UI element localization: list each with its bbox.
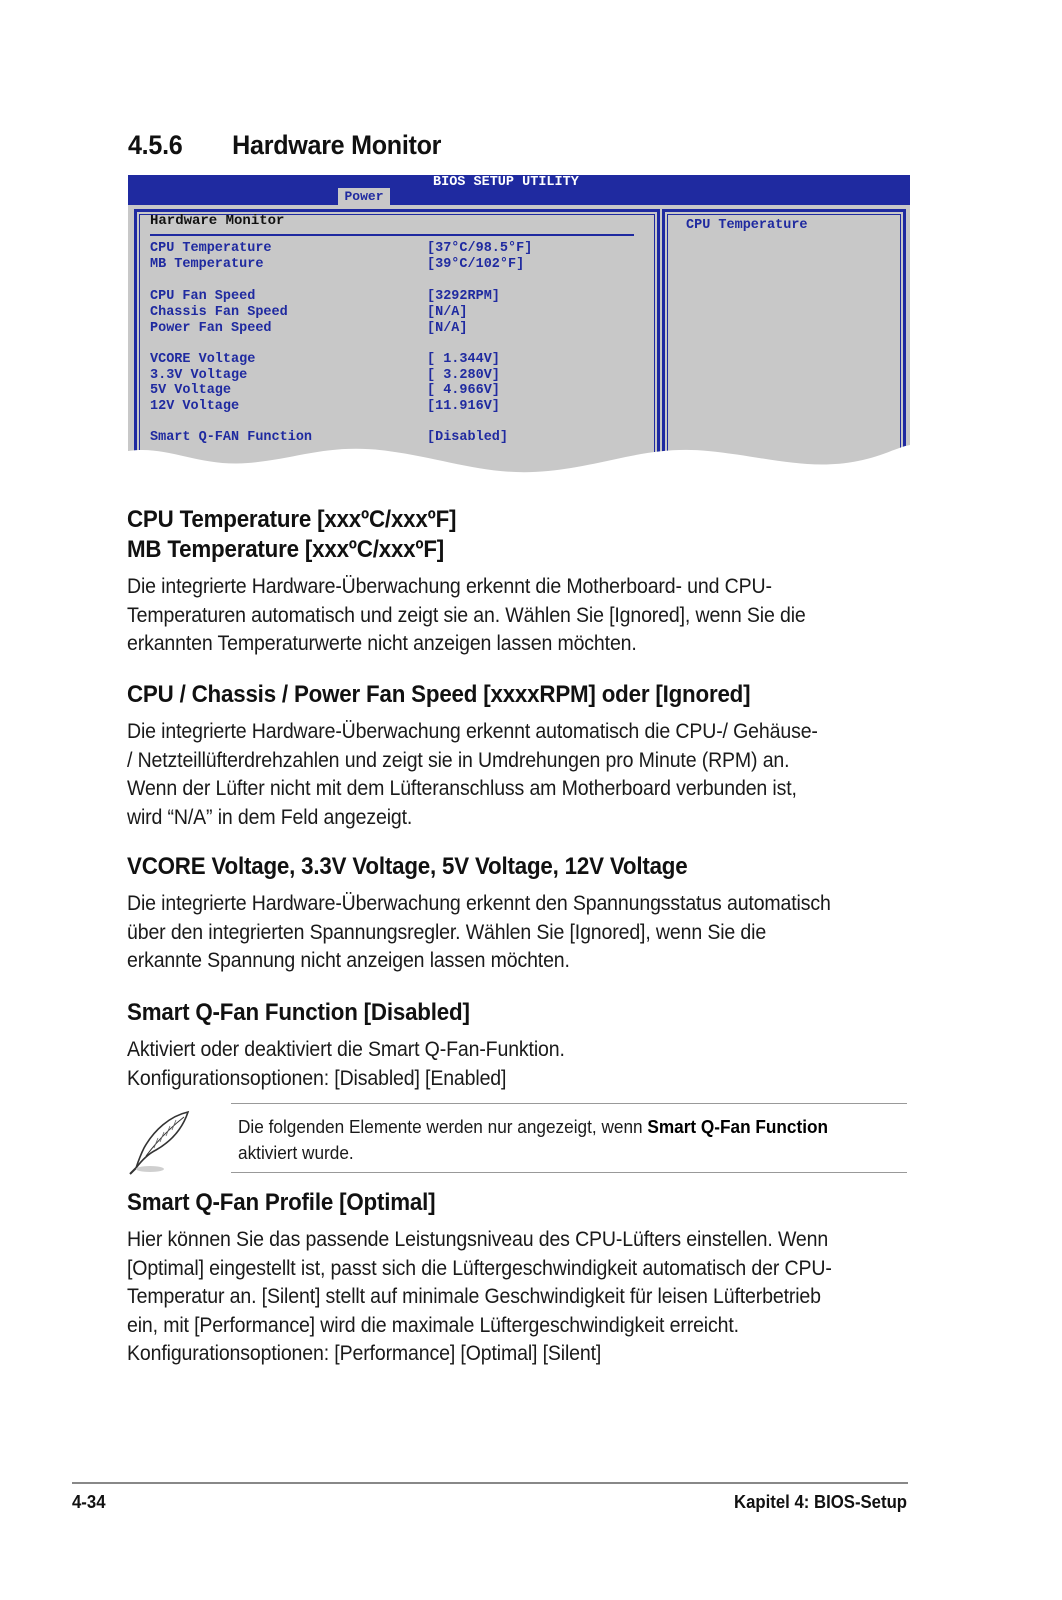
bios-item-vcore-voltage[interactable]: VCORE Voltage (150, 352, 256, 367)
bios-help-text: CPU Temperature (686, 218, 808, 233)
note-box (231, 1103, 907, 1173)
bios-panel-title: Hardware Monitor (150, 213, 285, 229)
bios-value-mb-temperature: [39°C/102°F] (427, 257, 525, 272)
paragraph-temperature (127, 573, 806, 659)
bios-value-vcore-voltage: [ 1.344V] (427, 352, 500, 367)
paragraph-voltage (127, 890, 831, 976)
section-number: 4.5.6 (128, 130, 183, 160)
bios-item-12v-voltage[interactable]: 12V Voltage (150, 399, 240, 414)
bios-tab-power[interactable]: Power (338, 188, 390, 205)
paragraph-smart-qfan-profile (127, 1226, 832, 1369)
text-line: erkannte Spannung nicht anzeigen lassen möchten. (127, 949, 570, 972)
bios-item-power-fan-speed[interactable]: Power Fan Speed (150, 321, 272, 336)
text-line: [Optimal] eingestellt ist, passt sich die Lüftergeschwindigkeit automatisch der CPU- (127, 1256, 832, 1280)
bios-value-5v-voltage: [ 4.966V] (427, 383, 500, 398)
text-line: ein, mit [Performance] wird die maximale Lüftergeschwindigkeit erreicht. (127, 1313, 739, 1337)
bios-item-mb-temperature[interactable]: MB Temperature (150, 257, 264, 272)
heading-cpu-temperature: CPU Temperature [xxxºC/xxxºF] (127, 506, 457, 533)
bios-panel-divider (150, 234, 634, 236)
text-line: Temperaturen automatisch und zeigt sie an. Wählen Sie [Ignored], wenn Sie die (127, 603, 806, 627)
bios-value-smart-qfan-function: [Disabled] (427, 430, 509, 445)
page-number: 4-34 (72, 1492, 106, 1512)
bios-item-3v3-voltage[interactable]: 3.3V Voltage (150, 368, 248, 383)
text-line: Aktiviert oder deaktiviert die Smart Q-Fan-Funktion. (127, 1038, 565, 1061)
heading-mb-temperature: MB Temperature [xxxºC/xxxºF] (127, 536, 445, 563)
note-text-after: aktiviert wurde. (238, 1142, 354, 1163)
paragraph-fan-speed (127, 718, 818, 832)
bios-value-cpu-temperature: [37°C/98.5°F] (427, 241, 533, 256)
bios-item-cpu-fan-speed[interactable]: CPU Fan Speed (150, 289, 256, 304)
paragraph-smart-qfan-function (127, 1036, 565, 1093)
text-line: Konfigurationsoptionen: [Performance] [Optimal] [Silent] (127, 1342, 602, 1365)
bios-value-3v3-voltage: [ 3.280V] (427, 368, 500, 383)
footer-divider (72, 1482, 908, 1484)
bios-item-smart-qfan-function[interactable]: Smart Q-FAN Function (150, 430, 313, 445)
text-line: Temperatur an. [Silent] stellt auf minimale Geschwindigkeit für leisen Lüfterbetrieb (127, 1285, 821, 1308)
text-line: erkannten Temperaturwerte nicht anzeigen lassen möchten. (127, 632, 637, 655)
bios-value-chassis-fan-speed: [N/A] (427, 305, 468, 320)
heading-smart-qfan-profile: Smart Q-Fan Profile [Optimal] (127, 1189, 436, 1216)
section-title (128, 130, 441, 161)
text-line: Konfigurationsoptionen: [Disabled] [Enabled] (127, 1066, 507, 1090)
text-line: über den integrierten Spannungsregler. Wählen Sie [Ignored], wenn Sie die (127, 920, 767, 944)
bios-value-power-fan-speed: [N/A] (427, 321, 468, 336)
text-line: Die integrierte Hardware-Überwachung erkennt die Motherboard- und CPU- (127, 575, 772, 598)
note-text (238, 1114, 828, 1166)
text-line: / Netzteillüfterdrehzahlen und zeigt sie in Umdrehungen pro Minute (RPM) an. (127, 748, 790, 772)
bios-item-cpu-temperature[interactable]: CPU Temperature (150, 241, 272, 256)
heading-voltage: VCORE Voltage, 3.3V Voltage, 5V Voltage, 12V Voltage (127, 853, 688, 880)
note-text-bold: Smart Q-Fan Function (647, 1116, 829, 1137)
chapter-title: Kapitel 4: BIOS-Setup (733, 1492, 907, 1512)
note-text-before: Die folgenden Elemente werden nur angezeigt, wenn (238, 1116, 648, 1137)
bios-titlebar (128, 175, 910, 205)
bios-value-cpu-fan-speed: [3292RPM] (427, 289, 500, 304)
torn-edge (128, 437, 910, 485)
bios-item-chassis-fan-speed[interactable]: Chassis Fan Speed (150, 305, 288, 320)
feather-pen-icon (126, 1108, 196, 1176)
text-line: Wenn der Lüfter nicht mit dem Lüfteranschluss am Motherboard verbunden ist, (127, 777, 797, 800)
heading-smart-qfan-function: Smart Q-Fan Function [Disabled] (127, 999, 470, 1026)
text-line: Hier können Sie das passende Leistungsniveau des CPU-Lüfters einstellen. Wenn (127, 1228, 829, 1251)
bios-value-12v-voltage: [11.916V] (427, 399, 500, 414)
text-line: Die integrierte Hardware-Überwachung erkennt automatisch die CPU-/ Gehäuse- (127, 720, 818, 743)
bios-item-5v-voltage[interactable]: 5V Voltage (150, 383, 232, 398)
section-title-text: Hardware Monitor (232, 130, 442, 160)
text-line: wird “N/A” in dem Feld angezeigt. (127, 805, 413, 829)
heading-fan-speed: CPU / Chassis / Power Fan Speed [xxxxRPM] oder [Ignored] (127, 681, 751, 708)
text-line: Die integrierte Hardware-Überwachung erkennt den Spannungsstatus automatisch (127, 892, 831, 915)
bios-utility-title: BIOS SETUP UTILITY (433, 175, 579, 190)
bios-screenshot (128, 175, 910, 485)
